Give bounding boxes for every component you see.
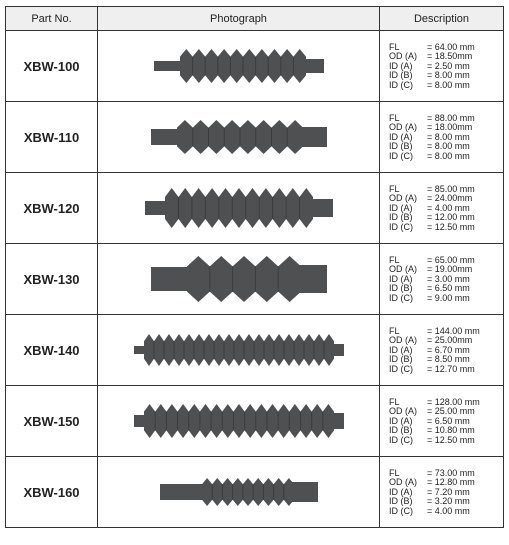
spec-value: = 3.20 mm: [427, 496, 470, 507]
spec-key: ID (B): [389, 425, 413, 436]
spec-key: FL: [389, 112, 400, 123]
spec-value: = 8.50 mm: [427, 354, 470, 365]
table-row: [6, 457, 504, 528]
spec-key: ID (B): [389, 283, 413, 294]
spec-value: = 2.50 mm: [427, 60, 470, 71]
boot-bellows-body: [144, 404, 334, 438]
spec-key: ID (A): [389, 415, 413, 426]
product-photo-cell: [98, 457, 380, 528]
spec-value: = 12.70 mm: [427, 363, 475, 374]
header-photograph: Photograph: [98, 7, 380, 31]
spec-value: = 64.00 mm: [427, 41, 475, 52]
spec-line: [389, 436, 503, 445]
boot-bellows-body: [202, 478, 294, 506]
spec-key: ID (C): [389, 292, 413, 303]
table-row: [6, 386, 504, 457]
product-photo-cell: [98, 173, 380, 244]
spec-line: [389, 507, 503, 516]
spec-key: ID (A): [389, 486, 413, 497]
boot-left-neck: [151, 267, 189, 291]
spec-key: OD (A): [389, 264, 417, 275]
spec-key: ID (C): [389, 221, 413, 232]
spec-key: FL: [389, 254, 400, 265]
bellows-boot-image: [134, 390, 344, 452]
spec-value: = 85.00 mm: [427, 183, 475, 194]
description-cell: [380, 244, 504, 315]
spec-key: ID (B): [389, 496, 413, 507]
spec-key: OD (A): [389, 406, 417, 417]
product-photo-cell: [98, 31, 380, 102]
spec-line: [389, 223, 503, 232]
spec-key: OD (A): [389, 477, 417, 488]
bellows-boot-image: [151, 248, 327, 310]
part-number: XBW-100: [6, 31, 98, 102]
spec-value: = 6.50 mm: [427, 283, 470, 294]
boot-right-neck: [299, 265, 327, 293]
spec-key: ID (C): [389, 505, 413, 516]
spec-key: ID (C): [389, 79, 413, 90]
part-number: XBW-140: [6, 315, 98, 386]
spec-value: = 12.00 mm: [427, 212, 475, 223]
spec-value: = 8.00 mm: [427, 131, 470, 142]
part-number: XBW-160: [6, 457, 98, 528]
spec-key: ID (A): [389, 202, 413, 213]
spec-line: [389, 294, 503, 303]
part-number: XBW-110: [6, 102, 98, 173]
description-cell: [380, 315, 504, 386]
boot-left-neck: [151, 129, 179, 145]
spec-value: = 6.50 mm: [427, 415, 470, 426]
spec-key: OD (A): [389, 193, 417, 204]
spec-value: = 18.00mm: [427, 122, 473, 133]
spec-key: FL: [389, 396, 400, 407]
spec-key: OD (A): [389, 51, 417, 62]
spec-value: = 4.00 mm: [427, 202, 470, 213]
part-number: XBW-150: [6, 386, 98, 457]
spec-key: ID (B): [389, 141, 413, 152]
spec-value: = 12.50 mm: [427, 221, 475, 232]
spec-value: = 10.80 mm: [427, 425, 475, 436]
boot-bellows-body: [144, 334, 334, 366]
spec-value: = 65.00 mm: [427, 254, 475, 265]
spec-value: = 12.50 mm: [427, 434, 475, 445]
boot-left-neck: [160, 484, 204, 500]
table-row: [6, 173, 504, 244]
bellows-boot-image: [160, 461, 318, 523]
spec-value: = 18.50mm: [427, 51, 473, 62]
spec-key: ID (A): [389, 273, 413, 284]
header-description: Description: [380, 7, 504, 31]
table-row: [6, 244, 504, 315]
spec-key: OD (A): [389, 122, 417, 133]
boot-bellows-body: [165, 188, 313, 228]
bellows-boot-image: [145, 177, 333, 239]
spec-value: = 25.00 mm: [427, 406, 475, 417]
bellows-boot-image: [134, 319, 344, 381]
product-photo-cell: [98, 386, 380, 457]
spec-key: ID (A): [389, 344, 413, 355]
spec-value: = 144.00 mm: [427, 325, 480, 336]
table-row: [6, 315, 504, 386]
description-cell: [380, 457, 504, 528]
description-cell: [380, 31, 504, 102]
spec-key: FL: [389, 183, 400, 194]
spec-line: [389, 81, 503, 90]
part-number: XBW-130: [6, 244, 98, 315]
boot-right-neck: [292, 482, 318, 502]
boot-bellows-body: [187, 256, 301, 302]
spec-value: = 128.00 mm: [427, 396, 480, 407]
bellows-boot-image: [154, 35, 324, 97]
header-part-no: Part No.: [6, 7, 98, 31]
part-number: XBW-120: [6, 173, 98, 244]
spec-value: = 8.00 mm: [427, 79, 470, 90]
spec-key: ID (B): [389, 212, 413, 223]
spec-value: = 7.20 mm: [427, 486, 470, 497]
spec-key: ID (B): [389, 70, 413, 81]
spec-value: = 88.00 mm: [427, 112, 475, 123]
spec-key: FL: [389, 41, 400, 52]
spec-value: = 6.70 mm: [427, 344, 470, 355]
spec-key: OD (A): [389, 335, 417, 346]
spec-key: ID (A): [389, 131, 413, 142]
spec-value: = 4.00 mm: [427, 505, 470, 516]
boot-left-neck: [145, 201, 167, 215]
spec-key: FL: [389, 325, 400, 336]
spec-value: = 8.00 mm: [427, 70, 470, 81]
spec-value: = 24.00mm: [427, 193, 473, 204]
product-photo-cell: [98, 102, 380, 173]
spec-line: [389, 152, 503, 161]
description-cell: [380, 386, 504, 457]
spec-value: = 8.00 mm: [427, 141, 470, 152]
spec-key: ID (C): [389, 363, 413, 374]
top-edge-mask: [0, 0, 509, 3]
spec-key: ID (C): [389, 150, 413, 161]
table-row: [6, 31, 504, 102]
spec-value: = 9.00 mm: [427, 292, 470, 303]
boot-right-neck: [311, 199, 333, 217]
spec-value: = 25.00mm: [427, 335, 473, 346]
spec-key: ID (B): [389, 354, 413, 365]
product-photo-cell: [98, 244, 380, 315]
bellows-boot-image: [151, 106, 327, 168]
spec-line: [389, 365, 503, 374]
boot-right-neck: [301, 127, 327, 147]
spec-value: = 73.00 mm: [427, 467, 475, 478]
spec-key: FL: [389, 467, 400, 478]
table-row: [6, 102, 504, 173]
spec-value: = 19.00mm: [427, 264, 473, 275]
boot-left-neck: [154, 61, 182, 71]
spec-key: ID (C): [389, 434, 413, 445]
description-cell: [380, 102, 504, 173]
spec-value: = 8.00 mm: [427, 150, 470, 161]
product-photo-cell: [98, 315, 380, 386]
description-cell: [380, 173, 504, 244]
spec-value: = 3.00 mm: [427, 273, 470, 284]
spec-key: ID (A): [389, 60, 413, 71]
spec-value: = 12.80 mm: [427, 477, 475, 488]
boot-right-neck: [304, 59, 324, 73]
product-table: [5, 6, 504, 528]
table-header-row: [6, 7, 504, 31]
